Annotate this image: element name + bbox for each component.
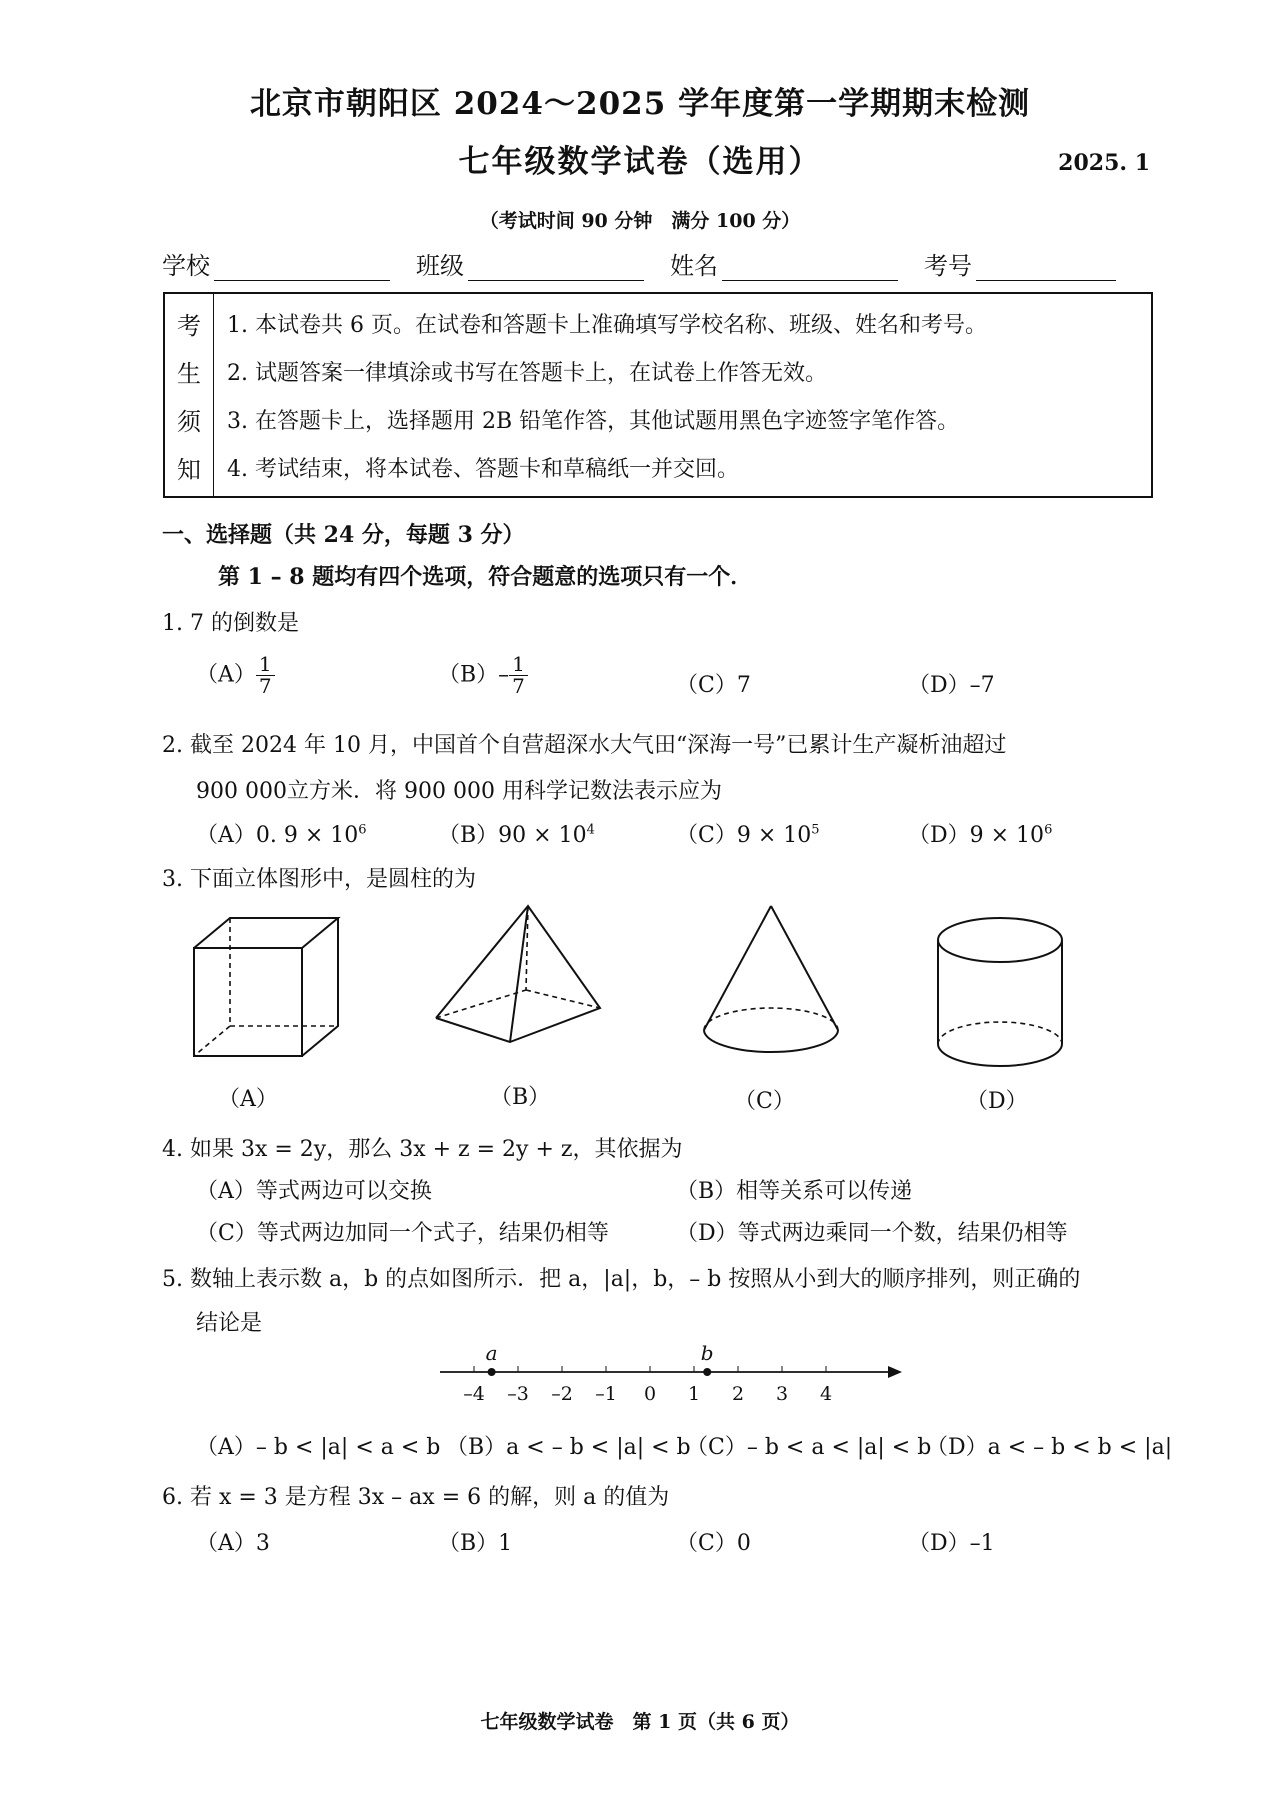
- q2-option-a[interactable]: （A）0. $9 \times 10^6$: [196, 822, 367, 848]
- question-4-stem: 4. 如果 3x = 2y，那么 3x + z = 2y + z，其依据为: [162, 1137, 683, 1162]
- q4-option-c[interactable]: （C）等式两边加同一个式子，结果仍相等: [196, 1221, 609, 1246]
- axis-arrow-icon: [888, 1366, 902, 1378]
- exam-number-field[interactable]: 考号: [924, 246, 1116, 281]
- cylinder-icon[interactable]: [930, 912, 1070, 1082]
- axis-tick-label: 3: [775, 1383, 789, 1405]
- class-field[interactable]: 班级: [416, 246, 644, 281]
- question-3-stem: 3. 下面立体图形中，是圆柱的为: [162, 867, 476, 892]
- question-1-stem: 1. 7 的倒数是: [162, 611, 299, 636]
- notice-item: 1. 本试卷共 6 页。在试卷和答题卡上准确填写学校名称、班级、姓名和考号。: [227, 313, 987, 338]
- q6-option-b[interactable]: （B）1: [438, 1531, 513, 1556]
- q6-option-c[interactable]: （C）0: [676, 1531, 751, 1556]
- q4-option-d[interactable]: （D）等式两边乘同一个数，结果仍相等: [676, 1221, 1068, 1246]
- fraction: $\frac{1}{7}$: [256, 654, 275, 697]
- question-2-stem-line2: 900 000立方米．将 900 000 用科学记数法表示应为: [196, 779, 722, 804]
- exam-subtitle: 七年级数学试卷（选用）: [458, 144, 822, 180]
- school-blank[interactable]: [214, 254, 390, 281]
- question-2-stem-line1: 2. 截至 2024 年 10 月，中国首个自营超深水大气田“深海一号”已累计生产凝析油超过: [162, 733, 1007, 758]
- notice-item: 4. 考试结束，将本试卷、答题卡和草稿纸一并交回。: [227, 457, 739, 482]
- q1-option-a[interactable]: （A） $\frac{1}{7}$: [196, 654, 275, 697]
- class-blank[interactable]: [468, 254, 644, 281]
- q1-option-b[interactable]: （B）– $\frac{1}{7}$: [438, 654, 528, 697]
- point-a-label: a: [485, 1341, 498, 1365]
- q6-option-d[interactable]: （D）–1: [908, 1531, 995, 1556]
- axis-tick-label: 0: [643, 1383, 657, 1405]
- question-6-stem: 6. 若 x = 3 是方程 3x – ax = 6 的解，则 a 的值为: [162, 1485, 670, 1510]
- cube-icon[interactable]: [190, 912, 350, 1062]
- section-title: 一、选择题（共 24 分，每题 3 分）: [162, 522, 525, 548]
- q5-option-b[interactable]: （B）a < – b < |a| < b: [446, 1435, 691, 1460]
- exam-title: 北京市朝阳区 2024～2025 学年度第一学期期末检测: [249, 86, 1031, 122]
- exam-time-info: （考试时间 90 分钟 满分 100 分）: [479, 210, 801, 232]
- section-instruction: 第 1 – 8 题均有四个选项，符合题意的选项只有一个．: [218, 564, 753, 590]
- name-blank[interactable]: [722, 254, 898, 281]
- q1-option-d[interactable]: （D）–7: [908, 673, 995, 698]
- school-field[interactable]: 学校: [162, 246, 390, 281]
- axis-tick-label: 4: [819, 1383, 833, 1405]
- q4-option-b[interactable]: （B）相等关系可以传递: [676, 1179, 913, 1204]
- exam-number-blank[interactable]: [976, 254, 1116, 281]
- notice-item: 2. 试题答案一律填涂或书写在答题卡上，在试卷上作答无效。: [227, 361, 827, 386]
- pyramid-icon[interactable]: [428, 900, 608, 1050]
- q6-option-a[interactable]: （A）3: [196, 1531, 270, 1556]
- question-5-stem-line2: 结论是: [196, 1311, 263, 1336]
- fraction: $\frac{1}{7}$: [509, 654, 528, 697]
- q3-label-a[interactable]: （A）: [218, 1087, 278, 1112]
- point-b: [703, 1368, 711, 1376]
- q5-option-a[interactable]: （A）– b < |a| < a < b: [196, 1435, 441, 1460]
- number-line-figure: [440, 1341, 910, 1426]
- q5-option-c[interactable]: （C）– b < a < |a| < b: [686, 1435, 932, 1460]
- axis-tick-label: –1: [595, 1383, 617, 1405]
- cone-icon[interactable]: [696, 900, 846, 1070]
- q2-option-b[interactable]: $(B)90 \times 10^4$: [438, 822, 595, 848]
- q3-label-d[interactable]: （D）: [966, 1089, 1028, 1114]
- name-field[interactable]: 姓名: [670, 246, 898, 281]
- notice-heading: 考 生 须 知: [165, 294, 214, 496]
- question-5-stem-line1: 5. 数轴上表示数 a，b 的点如图所示．把 a，|a|，b，– b 按照从小到大的顺序排列，则正确的: [162, 1267, 1081, 1292]
- q4-option-a[interactable]: （A）等式两边可以交换: [196, 1179, 432, 1204]
- student-info-fields: [162, 246, 1152, 281]
- q2-option-c[interactable]: $(C)9 \times 10^5$: [676, 822, 820, 848]
- q2-option-d[interactable]: $(D)9 \times 10^6$: [908, 822, 1053, 848]
- exam-date: 2025. 1: [1058, 150, 1150, 176]
- q1-option-c[interactable]: （C）7: [676, 673, 751, 698]
- axis-tick-label: 1: [687, 1383, 701, 1405]
- notice-item: 3. 在答题卡上，选择题用 2B 铅笔作答，其他试题用黑色字迹签字笔作答。: [227, 409, 960, 434]
- page-footer: 七年级数学试卷 第 1 页（共 6 页）: [480, 1711, 800, 1733]
- point-a: [488, 1368, 496, 1376]
- axis-tick-label: 2: [731, 1383, 745, 1405]
- q5-option-d[interactable]: （D）a < – b < b < |a|: [926, 1435, 1173, 1460]
- candidate-notice-box: [163, 292, 1153, 498]
- point-b-label: b: [700, 1341, 714, 1365]
- axis-tick-label: –2: [551, 1383, 573, 1405]
- q3-label-b[interactable]: （B）: [490, 1085, 551, 1110]
- axis-tick-label: –3: [507, 1383, 529, 1405]
- q3-label-c[interactable]: （C）: [734, 1089, 795, 1114]
- axis-tick-label: –4: [463, 1383, 485, 1405]
